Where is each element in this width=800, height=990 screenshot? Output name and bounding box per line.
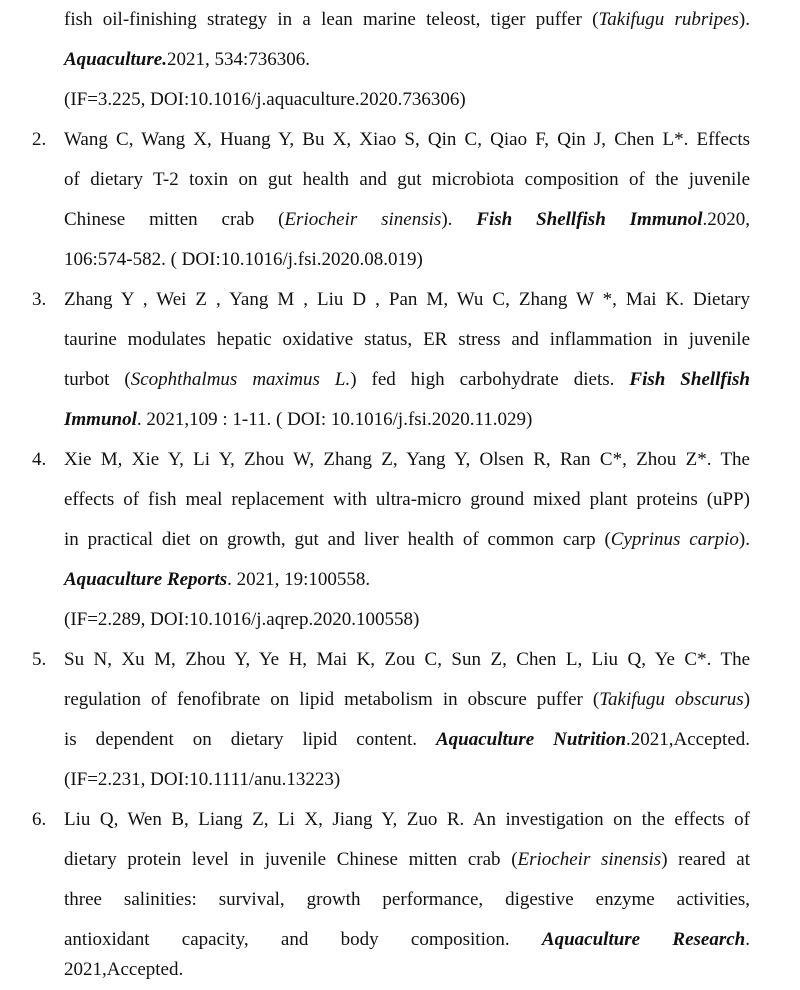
reference-line: 106:574-582. ( DOI:10.1016/j.fsi.2020.08.019) [64,249,423,270]
journal-name: Aquaculture Nutrition [435,729,627,750]
reference-line: of dietary T-2 toxin on gut health and gut microbiota composition of the juvenile [64,169,750,190]
reference-line: taurine modulates hepatic oxidative status, ER stress and inflammation in juvenile [64,329,750,350]
journal-name: Aquaculture Reports [64,569,228,590]
reference-line: Zhang Y , Wei Z , Yang M , Liu D , Pan M, Wu C, Zhang W *, Mai K. Dietary [64,289,750,310]
reference-line: dietary protein level in juvenile Chinese mitten crab (Eriocheir sinensis) reared at [64,849,750,870]
reference-number: 2. [32,129,47,150]
journal-name: Aquaculture. [64,49,167,70]
reference-line: regulation of fenofibrate on lipid metabolism in obscure puffer (Takifugu obscurus) [64,689,751,710]
reference-line: antioxidant capacity, and body composition. Aquaculture Research. [64,929,750,950]
reference-line: is dependent on dietary lipid content. Aquaculture Nutrition.2021,Accepted. [64,729,750,750]
reference-line: turbot (Scophthalmus maximus L.) fed high carbohydrate diets. Fish Shellfish [64,369,750,390]
journal-name: Fish Shellfish [629,369,750,390]
reference-line: (IF=2.289, DOI:10.1016/j.aqrep.2020.100558) [64,609,420,630]
reference-line: Wang C, Wang X, Huang Y, Bu X, Xiao S, Qin C, Qiao F, Qin J, Chen L*. Effects [64,129,750,150]
reference-line: Aquaculture Reports. 2021, 19:100558. [64,569,371,590]
reference-number: 6. [32,809,47,830]
reference-line: in practical diet on growth, gut and liver health of common carp (Cyprinus carpio). [64,529,750,550]
reference-line: Immunol. 2021,109 : 1-11. ( DOI: 10.1016/j.fsi.2020.11.029) [64,409,533,430]
reference-line: Chinese mitten crab (Eriocheir sinensis). Fish Shellfish Immunol.2020, [64,209,751,230]
reference-number: 5. [32,649,47,670]
reference-line: (IF=3.225, DOI:10.1016/j.aquaculture.2020.736306) [64,89,466,110]
reference-line: Liu Q, Wen B, Liang Z, Li X, Jiang Y, Zuo R. An investigation on the effects of [64,809,750,830]
reference-line: fish oil-finishing strategy in a lean marine teleost, tiger puffer (Takifugu rubripes). [64,9,750,30]
reference-line: Aquaculture.2021, 534:736306. [64,49,310,70]
reference-line: (IF=2.231, DOI:10.1111/anu.13223) [64,769,341,790]
reference-line: Su N, Xu M, Zhou Y, Ye H, Mai K, Zou C, Sun Z, Chen L, Liu Q, Ye C*. The [64,649,750,670]
journal-name: Fish Shellfish Immunol [476,209,703,230]
journal-name: Aquaculture Research [541,929,746,950]
reference-number: 4. [32,449,47,470]
reference-number: 3. [32,289,47,310]
reference-line: effects of fish meal replacement with ultra-micro ground mixed plant proteins (uPP) [64,489,750,510]
journal-name: Immunol [64,409,137,430]
reference-line: Xie M, Xie Y, Li Y, Zhou W, Zhang Z, Yang Y, Olsen R, Ran C*, Zhou Z*. The [64,449,750,470]
reference-line: 2021,Accepted. [64,959,184,980]
reference-line: three salinities: survival, growth performance, digestive enzyme activities, [64,889,750,910]
